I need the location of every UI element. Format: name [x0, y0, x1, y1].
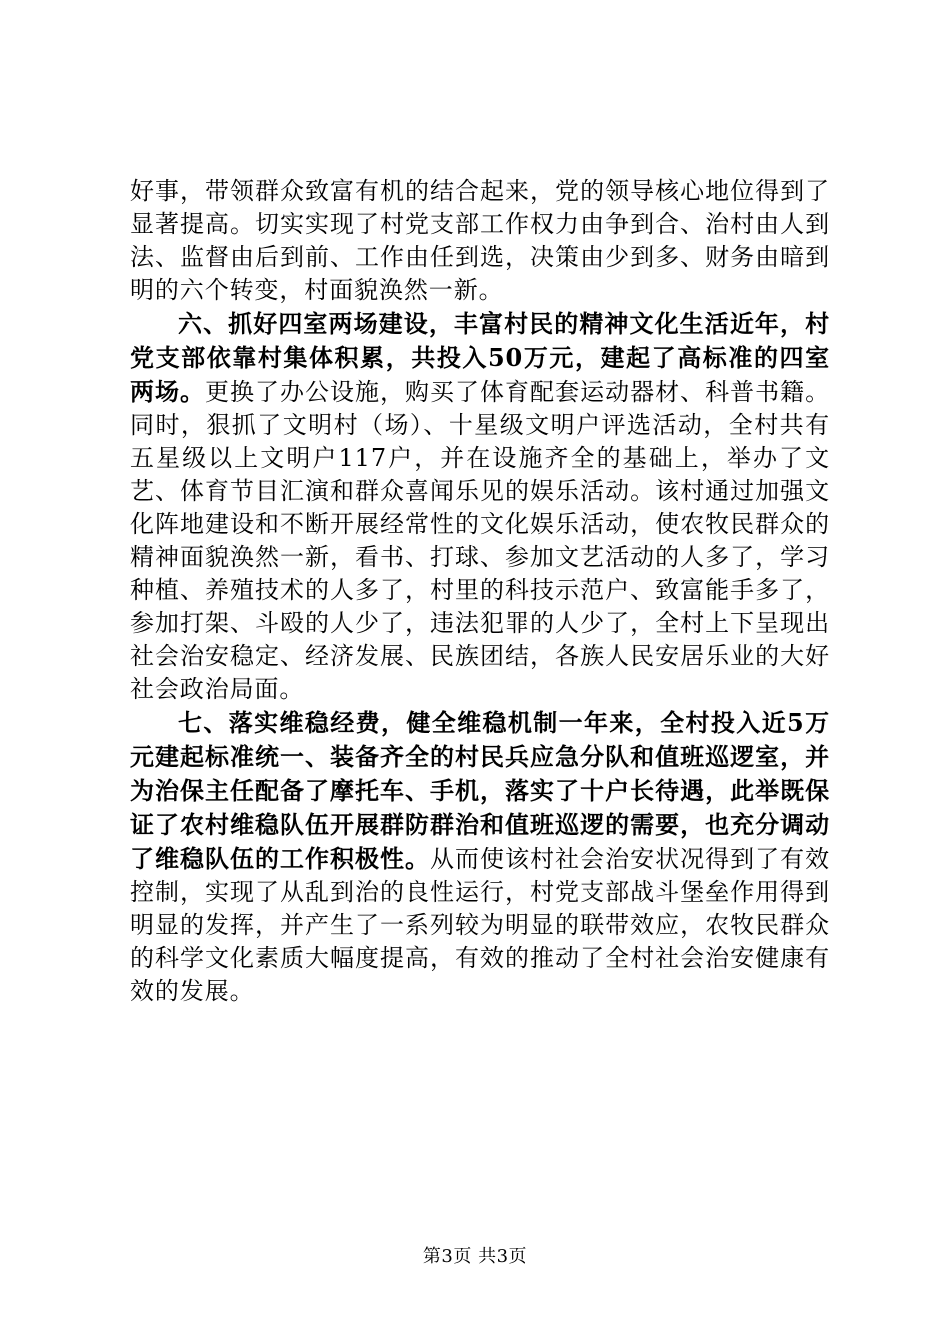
paragraph-section-six: [130, 307, 830, 706]
paragraph-continuation: [130, 175, 830, 307]
document-body: [130, 175, 830, 1008]
section-heading-six: 六、抓好四室两场建设，丰富村民的精神文化生活近年，村党支部依靠村集体积累，共投入50万元，建起了高标准的四室两场。: [130, 309, 830, 406]
paragraph-section-seven: [130, 706, 830, 1008]
section-heading-seven: 七、落实维稳经费，健全维稳机制一年来，全村投入近5万元建起标准统一、装备齐全的村民兵应急分队和值班巡逻室，并为治保主任配备了摩托车、手机，落实了十户长待遇，此举既保证了农村维稳队伍开展群防群治和值班巡逻的需要，也充分调动了维稳队伍的工作积极性。: [130, 708, 830, 873]
paragraph-text: 更换了办公设施，购买了体育配套运动器材、科普书籍。同时，狠抓了文明村（场）、十星级文明户评选活动，全村共有五星级以上文明户117户，并在设施齐全的基础上，举办了文艺、体育节目汇演和群众喜闻乐见的娱乐活动。该村通过加强文化阵地建设和不断开展经常性的文化娱乐活动，使农牧民群众的精神面貌涣然一新，看书、打球、参加文艺活动的人多了，学习种植、养殖技术的人多了，村里的科技示范户、致富能手多了，参加打架、斗殴的人少了，违法犯罪的人少了，全村上下呈现出社会治安稳定、经济发展、民族团结，各族人民安居乐业的大好社会政治局面。: [130, 378, 830, 703]
page-footer: 第3页 共3页: [422, 1246, 528, 1267]
paragraph-text: 从而使该村社会治安状况得到了有效控制，实现了从乱到治的良性运行，村党支部战斗堡垒作用得到明显的发挥，并产生了一系列较为明显的联带效应，农牧民群众的科学文化素质大幅度提高，有效的推动了全村社会治安健康有效的发展。: [130, 845, 830, 1005]
paragraph-text: 好事，带领群众致富有机的结合起来，党的领导核心地位得到了显著提高。切实实现了村党支部工作权力由争到合、治村由人到法、监督由后到前、工作由任到选，决策由少到多、财务由暗到明的六个转变，村面貌涣然一新。: [130, 177, 830, 304]
